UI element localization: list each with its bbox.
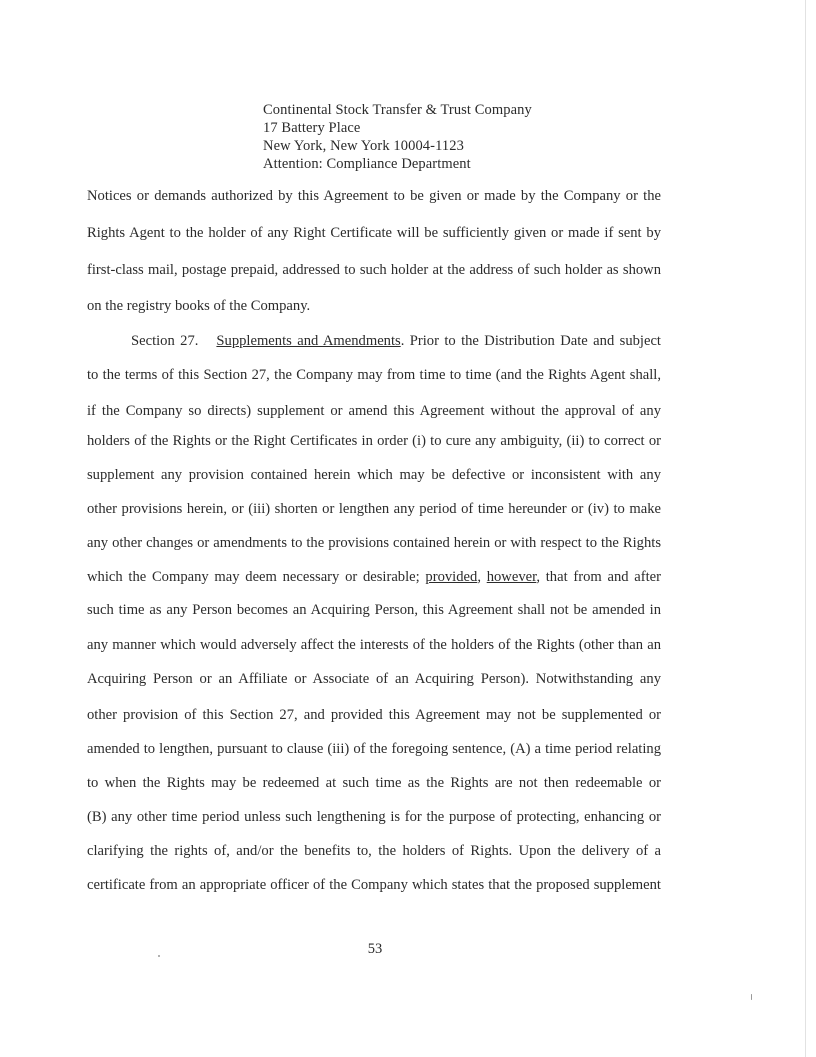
section-line-15: (B) any other time period unless such lengthening is for the purpose of protecting, enhancing or <box>87 809 661 825</box>
section-line-2: to the terms of this Section 27, the Company may from time to time (and the Rights Agent shall, <box>87 367 661 383</box>
section-heading: Supplements and Amendments <box>216 333 401 349</box>
however-term: however <box>486 569 537 585</box>
page-edge-line <box>805 0 806 1057</box>
provided-term: provided <box>425 569 478 585</box>
section-line-3: if the Company so directs) supplement or amend this Agreement without the approval of any <box>87 403 661 419</box>
section-line-4: holders of the Rights or the Right Certificates in order (i) to cure any ambiguity, (ii) to correct or <box>87 433 661 449</box>
section-line-8 <box>87 568 661 586</box>
section-line-17: certificate from an appropriate officer of the Company which states that the proposed supplement <box>87 877 661 893</box>
section-line-7: any other changes or amendments to the provisions contained herein or with respect to the Rights <box>87 535 661 551</box>
scan-speck <box>751 994 752 1000</box>
section-line-12: other provision of this Section 27, and provided this Agreement may not be supplemented or <box>87 707 661 723</box>
address-line-4: Attention: Compliance Department <box>263 156 471 172</box>
scan-speck <box>158 955 160 957</box>
section-line-6: other provisions herein, or (iii) shorten or lengthen any period of time hereunder or (iv) to make <box>87 501 661 517</box>
notices-line-1: Notices or demands authorized by this Agreement to be given or made by the Company or the <box>87 188 661 204</box>
section-line-10: any manner which would adversely affect the interests of the holders of the Rights (other than an <box>87 637 661 653</box>
notices-line-4: on the registry books of the Company. <box>87 298 311 314</box>
line8-prefix: which the Company may deem necessary or desirable; <box>87 569 420 585</box>
line8-comma: , <box>477 569 481 585</box>
line8-suffix: , that from and after <box>536 569 661 585</box>
section-line-13: amended to lengthen, pursuant to clause (iii) of the foregoing sentence, (A) a time period relating <box>87 741 661 757</box>
address-line-2: 17 Battery Place <box>263 120 361 136</box>
section-line-14: to when the Rights may be redeemed at such time as the Rights are not then redeemable or <box>87 775 661 791</box>
address-line-1: Continental Stock Transfer & Trust Company <box>263 102 532 118</box>
section-first-line-text: . Prior to the Distribution Date and subject <box>400 333 661 349</box>
page-number: 53 <box>367 941 383 957</box>
address-block <box>263 101 532 173</box>
section-27-first-line <box>131 332 661 350</box>
notices-line-2: Rights Agent to the holder of any Right Certificate will be sufficiently given or made if sent by <box>87 225 661 241</box>
address-line-3: New York, New York 10004-1123 <box>263 138 464 154</box>
notices-line-3: first-class mail, postage prepaid, addressed to such holder at the address of such holder as shown <box>87 262 661 278</box>
section-line-9: such time as any Person becomes an Acquiring Person, this Agreement shall not be amended in <box>87 602 661 618</box>
section-line-16: clarifying the rights of, and/or the benefits to, the holders of Rights. Upon the delivery of a <box>87 843 661 859</box>
section-line-5: supplement any provision contained herein which may be defective or inconsistent with any <box>87 467 661 483</box>
section-line-11: Acquiring Person or an Affiliate or Associate of an Acquiring Person). Notwithstanding any <box>87 671 661 687</box>
section-number: Section 27. <box>131 333 199 349</box>
